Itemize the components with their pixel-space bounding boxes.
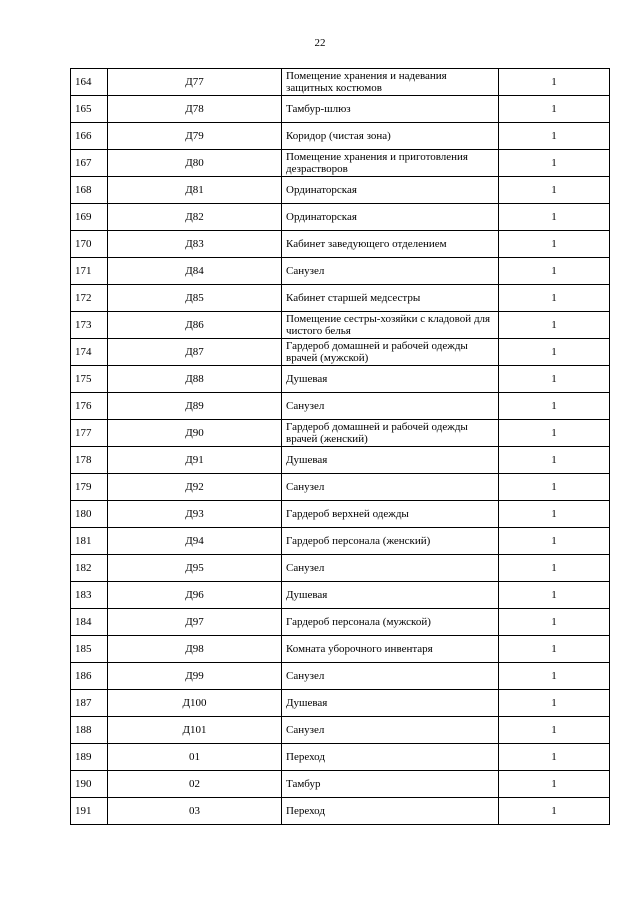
row-number: 166 bbox=[71, 123, 108, 150]
room-quantity: 1 bbox=[499, 312, 610, 339]
room-quantity: 1 bbox=[499, 690, 610, 717]
room-name: Кабинет старшей медсестры bbox=[282, 285, 499, 312]
room-code: Д84 bbox=[108, 258, 282, 285]
table-row bbox=[71, 771, 610, 798]
row-number: 176 bbox=[71, 393, 108, 420]
room-name: Помещение хранения и надевания защитных костюмов bbox=[282, 69, 499, 96]
room-code: Д88 bbox=[108, 366, 282, 393]
row-number: 169 bbox=[71, 204, 108, 231]
row-number: 182 bbox=[71, 555, 108, 582]
row-number: 168 bbox=[71, 177, 108, 204]
room-code: Д96 bbox=[108, 582, 282, 609]
row-number: 184 bbox=[71, 609, 108, 636]
room-quantity: 1 bbox=[499, 501, 610, 528]
room-code: Д98 bbox=[108, 636, 282, 663]
room-code: Д78 bbox=[108, 96, 282, 123]
room-name: Гардероб домашней и рабочей одежды врачей (женский) bbox=[282, 420, 499, 447]
table-row bbox=[71, 744, 610, 771]
table-row bbox=[71, 69, 610, 96]
table-row bbox=[71, 312, 610, 339]
table-row bbox=[71, 177, 610, 204]
room-code: Д85 bbox=[108, 285, 282, 312]
row-number: 178 bbox=[71, 447, 108, 474]
row-number: 171 bbox=[71, 258, 108, 285]
room-name: Тамбур bbox=[282, 771, 499, 798]
table-row bbox=[71, 96, 610, 123]
room-name: Гардероб персонала (женский) bbox=[282, 528, 499, 555]
room-quantity: 1 bbox=[499, 69, 610, 96]
row-number: 174 bbox=[71, 339, 108, 366]
room-name: Коридор (чистая зона) bbox=[282, 123, 499, 150]
table-row bbox=[71, 474, 610, 501]
room-quantity: 1 bbox=[499, 447, 610, 474]
room-name: Гардероб верхней одежды bbox=[282, 501, 499, 528]
table-row bbox=[71, 582, 610, 609]
table-row bbox=[71, 150, 610, 177]
room-quantity: 1 bbox=[499, 258, 610, 285]
room-quantity: 1 bbox=[499, 231, 610, 258]
table-row bbox=[71, 231, 610, 258]
room-quantity: 1 bbox=[499, 636, 610, 663]
room-quantity: 1 bbox=[499, 555, 610, 582]
table-row bbox=[71, 690, 610, 717]
table-row bbox=[71, 204, 610, 231]
room-name: Душевая bbox=[282, 582, 499, 609]
room-code: Д100 bbox=[108, 690, 282, 717]
row-number: 189 bbox=[71, 744, 108, 771]
table-row bbox=[71, 663, 610, 690]
row-number: 170 bbox=[71, 231, 108, 258]
room-quantity: 1 bbox=[499, 96, 610, 123]
row-number: 164 bbox=[71, 69, 108, 96]
room-code: Д101 bbox=[108, 717, 282, 744]
table-row bbox=[71, 555, 610, 582]
room-quantity: 1 bbox=[499, 609, 610, 636]
table-row bbox=[71, 528, 610, 555]
room-name: Душевая bbox=[282, 366, 499, 393]
room-code: Д82 bbox=[108, 204, 282, 231]
rooms-table bbox=[70, 68, 610, 825]
table-row bbox=[71, 798, 610, 825]
row-number: 180 bbox=[71, 501, 108, 528]
room-quantity: 1 bbox=[499, 177, 610, 204]
room-code: 03 bbox=[108, 798, 282, 825]
room-name: Душевая bbox=[282, 447, 499, 474]
row-number: 177 bbox=[71, 420, 108, 447]
table-row bbox=[71, 501, 610, 528]
row-number: 181 bbox=[71, 528, 108, 555]
row-number: 167 bbox=[71, 150, 108, 177]
row-number: 190 bbox=[71, 771, 108, 798]
room-quantity: 1 bbox=[499, 717, 610, 744]
room-name: Душевая bbox=[282, 690, 499, 717]
table-row bbox=[71, 123, 610, 150]
room-name: Санузел bbox=[282, 393, 499, 420]
room-code: Д94 bbox=[108, 528, 282, 555]
room-quantity: 1 bbox=[499, 528, 610, 555]
table-row bbox=[71, 393, 610, 420]
room-quantity: 1 bbox=[499, 744, 610, 771]
table-row bbox=[71, 609, 610, 636]
row-number: 185 bbox=[71, 636, 108, 663]
room-code: Д92 bbox=[108, 474, 282, 501]
room-quantity: 1 bbox=[499, 663, 610, 690]
table-row bbox=[71, 339, 610, 366]
room-quantity: 1 bbox=[499, 420, 610, 447]
table-row bbox=[71, 366, 610, 393]
rooms-table-body bbox=[71, 69, 610, 825]
room-code: Д97 bbox=[108, 609, 282, 636]
room-name: Санузел bbox=[282, 555, 499, 582]
room-code: 01 bbox=[108, 744, 282, 771]
room-quantity: 1 bbox=[499, 798, 610, 825]
room-quantity: 1 bbox=[499, 771, 610, 798]
row-number: 186 bbox=[71, 663, 108, 690]
room-quantity: 1 bbox=[499, 339, 610, 366]
room-name: Ординаторская bbox=[282, 204, 499, 231]
room-name: Санузел bbox=[282, 717, 499, 744]
room-code: Д79 bbox=[108, 123, 282, 150]
room-quantity: 1 bbox=[499, 393, 610, 420]
room-quantity: 1 bbox=[499, 123, 610, 150]
row-number: 187 bbox=[71, 690, 108, 717]
room-name: Ординаторская bbox=[282, 177, 499, 204]
room-quantity: 1 bbox=[499, 204, 610, 231]
room-name: Санузел bbox=[282, 258, 499, 285]
room-name: Санузел bbox=[282, 663, 499, 690]
table-row bbox=[71, 258, 610, 285]
room-code: Д87 bbox=[108, 339, 282, 366]
room-quantity: 1 bbox=[499, 474, 610, 501]
room-quantity: 1 bbox=[499, 582, 610, 609]
row-number: 172 bbox=[71, 285, 108, 312]
room-code: Д89 bbox=[108, 393, 282, 420]
room-name: Переход bbox=[282, 744, 499, 771]
table-row bbox=[71, 636, 610, 663]
room-code: Д99 bbox=[108, 663, 282, 690]
room-code: Д81 bbox=[108, 177, 282, 204]
row-number: 191 bbox=[71, 798, 108, 825]
page-number: 22 bbox=[314, 37, 326, 49]
room-code: Д95 bbox=[108, 555, 282, 582]
room-code: Д86 bbox=[108, 312, 282, 339]
room-code: Д93 bbox=[108, 501, 282, 528]
table-row bbox=[71, 447, 610, 474]
room-code: Д91 bbox=[108, 447, 282, 474]
room-quantity: 1 bbox=[499, 150, 610, 177]
room-code: Д77 bbox=[108, 69, 282, 96]
room-code: Д83 bbox=[108, 231, 282, 258]
room-name: Комната уборочного инвентаря bbox=[282, 636, 499, 663]
room-name: Помещение хранения и приготовления дезрастворов bbox=[282, 150, 499, 177]
room-quantity: 1 bbox=[499, 366, 610, 393]
room-name: Кабинет заведующего отделением bbox=[282, 231, 499, 258]
room-name: Помещение сестры-хозяйки с кладовой для чистого белья bbox=[282, 312, 499, 339]
room-quantity: 1 bbox=[499, 285, 610, 312]
row-number: 175 bbox=[71, 366, 108, 393]
row-number: 179 bbox=[71, 474, 108, 501]
room-code: Д80 bbox=[108, 150, 282, 177]
table-row bbox=[71, 420, 610, 447]
room-name: Переход bbox=[282, 798, 499, 825]
row-number: 183 bbox=[71, 582, 108, 609]
room-name: Гардероб персонала (мужской) bbox=[282, 609, 499, 636]
table-row bbox=[71, 717, 610, 744]
room-name: Гардероб домашней и рабочей одежды врачей (мужской) bbox=[282, 339, 499, 366]
room-name: Тамбур-шлюз bbox=[282, 96, 499, 123]
table-row bbox=[71, 285, 610, 312]
row-number: 165 bbox=[71, 96, 108, 123]
room-code: Д90 bbox=[108, 420, 282, 447]
row-number: 188 bbox=[71, 717, 108, 744]
row-number: 173 bbox=[71, 312, 108, 339]
room-name: Санузел bbox=[282, 474, 499, 501]
room-code: 02 bbox=[108, 771, 282, 798]
